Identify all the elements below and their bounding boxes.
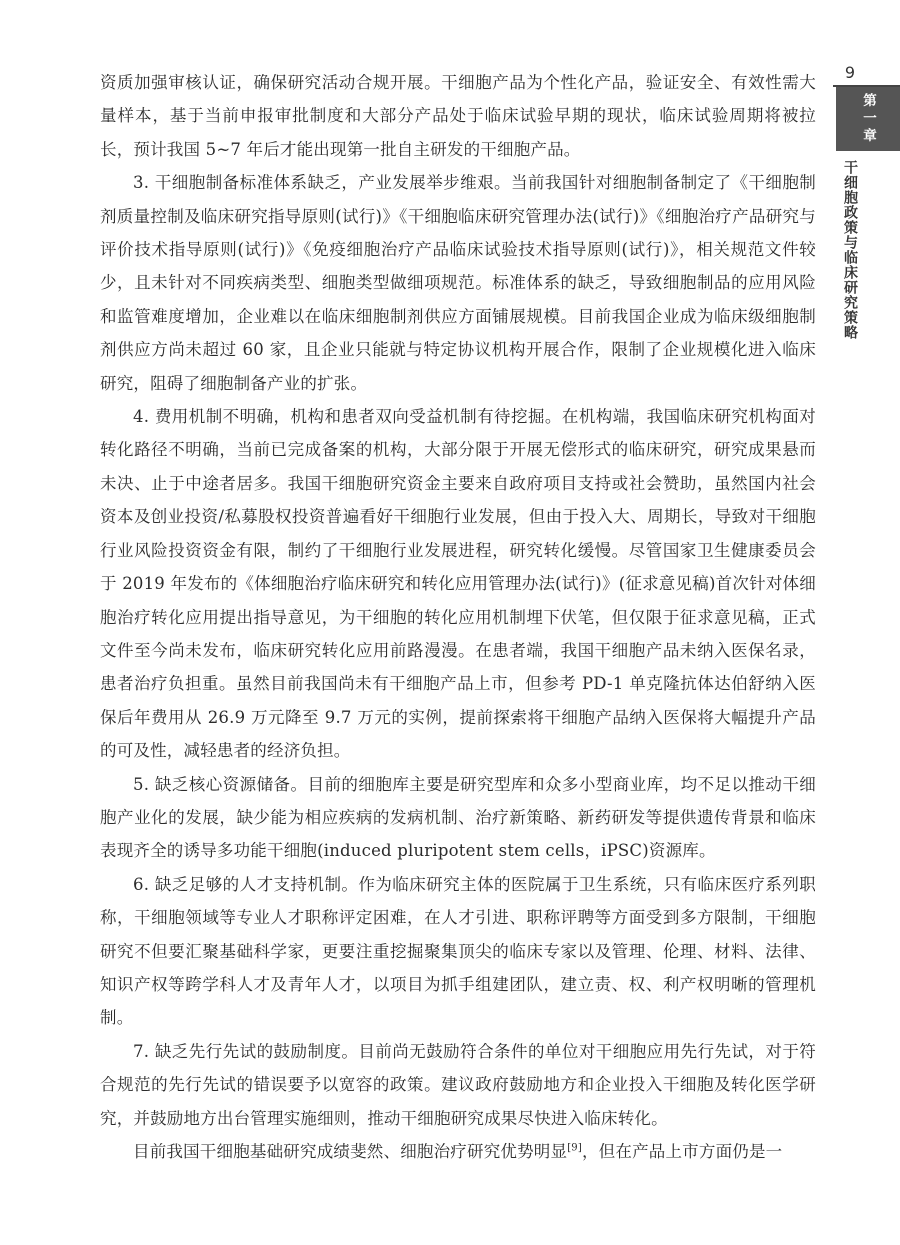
chapter-tab xyxy=(836,87,900,151)
paragraph-continued: 资质加强审核认证，确保研究活动合规开展。干细胞产品为个性化产品，验证安全、有效性需大量样本，基于当前申报审批制度和大部分产品处于临床试验早期的现状，临床试验周期将被拉长，预计我国 5~7 年后才能出现第一批自主研发的干细胞产品。 xyxy=(100,73,816,159)
paragraph-item-3: 3. 干细胞制备标准体系缺乏，产业发展举步维艰。当前我国针对细胞制备制定了《干细胞制剂质量控制及临床研究指导原则(试行)》《干细胞临床研究管理办法(试行)》《细胞治疗产品研究与评价技术指导原则(试行)》《免疫细胞治疗产品临床试验技术指导原则(试行)》，相关规范文件较少，且未针对不同疾病类型、细胞类型做细项规范。标准体系的缺乏，导致细胞制品的应用风险和监管难度增加，企业难以在临床细胞制剂供应方面铺展规模。目前我国企业成为临床级细胞制剂供应方尚未超过 60 家，且企业只能就与特定协议机构开展合作，限制了企业规模化进入临床研究，阻碍了细胞制备产业的扩张。 xyxy=(100,173,816,393)
chapter-label: 第一章 xyxy=(860,92,876,146)
closing-text-end: ，但在产品上市方面仍是一 xyxy=(581,1142,783,1161)
running-title-text: 干细胞政策与临床研究策略 xyxy=(842,160,858,340)
paragraph-item-4: 4. 费用机制不明确，机构和患者双向受益机制有待挖掘。在机构端，我国临床研究机构面对转化路径不明确，当前已完成备案的机构，大部分限于开展无偿形式的临床研究，研究成果悬而未决、止于中途者居多。我国干细胞研究资金主要来自政府项目支持或社会赞助，虽然国内社会资本及创业投资/私募股权投资普遍看好干细胞行业发展，但由于投入大、周期长，导致对干细胞行业风险投资资金有限，制约了干细胞行业发展进程，研究转化缓慢。尽管国家卫生健康委员会于 2019 年发布的《体细胞治疗临床研究和转化应用管理办法(试行)》(征求意见稿)首次针对体细胞治疗转化应用提出指导意见，为干细胞的转化应用机制埋下伏笔，但仅限于征求意见稿，正式文件至今尚未发布，临床研究转化应用前路漫漫。在患者端，我国干细胞产品未纳入医保名录，患者治疗负担重。虽然目前我国尚未有干细胞产品上市，但参考 PD-1 单克隆抗体达伯舒纳入医保后年费用从 26.9 万元降至 9.7 万元的实例，提前探索将干细胞产品纳入医保将大幅提升产品的可及性，减轻患者的经济负担。 xyxy=(100,407,816,761)
page-number: 9 xyxy=(844,63,856,82)
paragraph-item-5: 5. 缺乏核心资源储备。目前的细胞库主要是研究型库和众多小型商业库，均不足以推动干细胞产业化的发展，缺少能为相应疾病的发病机制、治疗新策略、新药研发等提供遗传背景和临床表现齐全的诱导多功能干细胞(induced pluripotent stem cells，iPSC)资源库。 xyxy=(100,774,816,861)
closing-text-start: 目前我国干细胞基础研究成绩斐然、细胞治疗研究优势明显 xyxy=(133,1142,568,1161)
paragraph-closing xyxy=(100,1135,816,1168)
paragraph-item-6: 6. 缺乏足够的人才支持机制。作为临床研究主体的医院属于卫生系统，只有临床医疗系列职称，干细胞领域等专业人才职称评定困难，在人才引进、职称评聘等方面受到多方限制，干细胞研究不但要汇聚基础科学家，更要注重挖掘聚集顶尖的临床专家以及管理、伦理、材料、法律、知识产权等跨学科人才及青年人才，以项目为抓手组建团队，建立责、权、利产权明晰的管理机制。 xyxy=(100,874,816,1028)
text-body xyxy=(100,66,816,1168)
citation-ref[interactable]: [9] xyxy=(567,1142,582,1154)
paragraph-item-7: 7. 缺乏先行先试的鼓励制度。目前尚无鼓励符合条件的单位对干细胞应用先行先试，对于符合规范的先行先试的错误要予以宽容的政策。建议政府鼓励地方和企业投入干细胞及转化医学研究，并鼓励地方出台管理实施细则，推动干细胞研究成果尽快进入临床转化。 xyxy=(100,1041,816,1128)
running-title xyxy=(836,160,864,340)
